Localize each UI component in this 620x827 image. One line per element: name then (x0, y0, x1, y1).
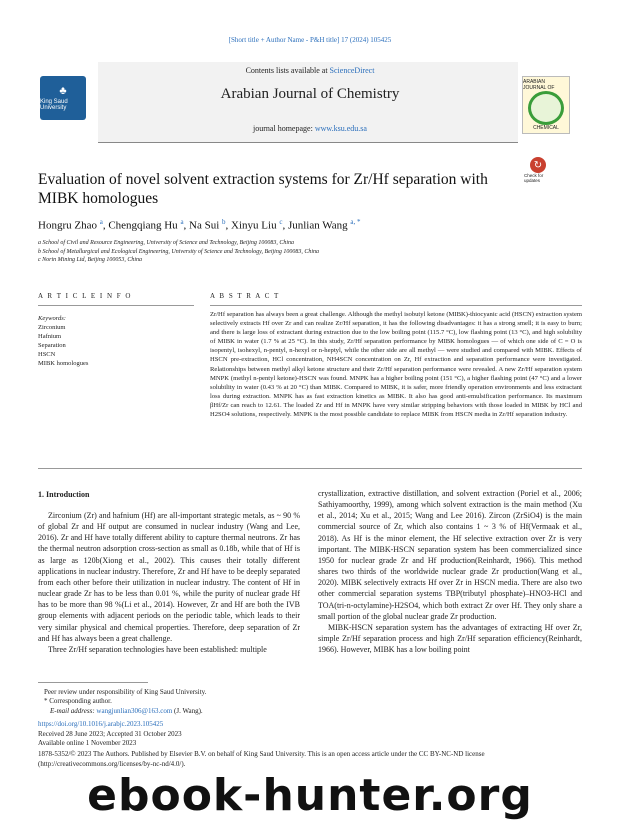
email-line (38, 707, 582, 716)
author-name[interactable]: Junlian Wang (287, 219, 348, 232)
section-heading: 1. Introduction (38, 490, 90, 499)
keyword: Hafnium (38, 333, 62, 340)
keyword: HSCN (38, 351, 56, 358)
affiliations (38, 239, 319, 265)
emblem-icon (528, 91, 564, 125)
keyword: Zirconium (38, 324, 66, 331)
abstract-text: Zr/Hf separation has always been a great challenge. Although the methyl isobutyl ketone (MIBK)-thiocyanic acid (HSCN) extraction system selectively extracts Hf over Zr and can realize Zr/Hf separation, it has the following disadvantages: it has a strong smell; it is easy to burn; and there is large loss of extractant during extraction due to the low boiling point (115.7 °C), low flashing point (13 °C), and high solubility of MIBK in water (1.7 % at 25 °C). In this study, Zr/Hf separation performance by MIBK homologues — of which one side of C = O is isopentyl, isohexyl, n-pentyl, n-hexyl or n-heptyl, while the other side are all methyl — were studied and compared with MIBK. Effects of HSCN pre-extraction, HCl concentration, NH4SCN concentration on Zr, Hf extraction and separation performance were investigated. Relationships between methyl alkyl ketone structure and their Zr/Hf separation performance were revealed. A new Zr/Hf separation system MNPK (methyl n-pentyl ketone)-HSCN was found. MNPK has a higher boiling point (151 °C), a higher flashing point (47 °C) and a lower solubility in water (0.43 % at 20 °C) than MIBK. Compared to MIBK, it is safer, more friendly operation environments and less extractant loss during extraction. MNPK has as fast extraction kinetics as MIBK. It also has good anti-emulsification performance. Its maximum βHf/Zr can reach to 12.61. The loaded Zr and Hf in MNPK have very similar stripping behaviors with those loaded in MIBK by HCl and H2SO4 solutions, respectively. MNPK is the most possible candidate to replace MIBK from HSCN media in Zr/Hf separation industry. (210, 311, 582, 419)
author-affil[interactable]: a (99, 218, 103, 226)
homepage-link[interactable]: www.ksu.edu.sa (314, 124, 367, 133)
author-affil[interactable]: a (180, 218, 184, 226)
watermark: ebook-hunter.org (87, 770, 533, 821)
contents-prefix: Contents lists available at (245, 66, 330, 75)
divider (210, 305, 582, 306)
doi-link[interactable]: https://doi.org/10.1016/j.arabjc.2023.105425 (38, 720, 164, 729)
affiliation: a School of Civil and Resource Engineering, University of Science and Technology, Beijing 100083, China (38, 240, 295, 246)
author-name[interactable]: Chengqiang Hu (108, 219, 178, 232)
author-list: Hongru Zhao $^a$, Chengqiang Hu $^a$, Na Sui $^b$, Xinyu Liu $^c$, Junlian Wang $^{a, *}$ (38, 218, 361, 232)
check-updates-icon: ↻ (530, 157, 546, 173)
keyword: Separation (38, 342, 66, 349)
article-info-heading: A R T I C L E I N F O (38, 292, 132, 300)
available-date: Available online 1 November 2023 (38, 739, 137, 748)
contents-line (0, 66, 620, 75)
right-logo-top: ARABIAN JOURNAL OF (523, 79, 555, 91)
paragraph: Zirconium (Zr) and hafnium (Hf) are all-important strategic metals, as ~ 90 % of global Zr and Hf output are consumed in nuclear industry (Wang and Lee, 2016). Zr and Hf have totally different ability to capture thermal neutrons. Zr has the thermal neutron adsorption cross-section as small as 0.18b, while that of Hf is as large as 120b(Xiong et al., 2002). This causes their totally different applications in nuclear industry. Therefore, Zr and Hf have to be deeply separated from each other before their utilization in nuclear industry. The content of Hf in nuclear grade Zr has to be less than 0.01 %, while the purity of nuclear grade Hf has to be more than 98 %(Li et al., 2014). However, Zr and Hf are both the IVB group elements with adjacent periods on the periodic table, which leads to their very similar physical and chemical properties. Therefore, deep separation of Zr and Hf has always been a great challenge. (38, 511, 300, 643)
divider (38, 305, 194, 306)
corresponding-author-note: * Corresponding author. (44, 697, 112, 706)
author-name[interactable]: Na Sui (189, 219, 220, 232)
paragraph: Three Zr/Hf separation technologies have been established: multiple (48, 644, 267, 654)
homepage-prefix: journal homepage: (253, 124, 315, 133)
footnotes (38, 688, 582, 769)
license-text: 1878-5352/© 2023 The Authors. Published by Elsevier B.V. on behalf of King Saud University. This is an open access article under the CC BY-NC-ND license (http://creativecommons.org/licenses/by-nc-nd/4.0/). (38, 750, 485, 768)
received-dates: Received 28 June 2023; Accepted 31 October 2023 (38, 729, 182, 738)
affiliation: c Norin Mining Ltd, Beijing 100053, China (38, 257, 143, 263)
right-column (318, 488, 582, 655)
author-affil[interactable]: b (222, 218, 226, 226)
running-title[interactable]: [Short title + Author Name - P&H title] 17 (2024) 105425 (228, 36, 392, 44)
sciencedirect-link[interactable]: ScienceDirect (329, 66, 375, 75)
author-affil[interactable]: c (279, 218, 283, 226)
divider (38, 468, 582, 469)
check-updates-label: Check for updates (524, 173, 544, 183)
abstract-heading: A B S T R A C T (210, 292, 280, 300)
keywords-label: Keywords: (38, 315, 66, 322)
affiliation: b School of Metallurgical and Ecological Engineering, University of Science and Technology, Beijing 100083, China (38, 248, 320, 255)
email-link[interactable]: wangjunlian306@163.com (96, 706, 173, 715)
peer-review-note: Peer review under responsibility of King Saud University. (44, 688, 207, 696)
author-name[interactable]: Xinyu Liu (231, 219, 277, 232)
right-logo-bottom: CHEMICAL (533, 125, 559, 131)
check-for-updates-badge[interactable] (524, 157, 552, 185)
journal-cover-logo (522, 76, 570, 134)
king-saud-university-logo (40, 76, 86, 120)
keywords-block (38, 314, 188, 368)
paragraph: crystallization, extractive distillation, and solvent extraction (Poriel et al., 2006; Sathiyamoorthy, 1999), among which solvent extraction is the main method (Xu et al., 2014; Xu et al., 2015; Wang and Lee 2016). Zircon (ZrSiO4) is the main commercial source of Zr, which also contains 1 ~ 3 % of Hf(Vermaak et al., 2018). As Hf is the minor element, the Hf selective extraction over Zr is very important. The MIBK-HSCN separation system has been commercialized since 1950 for nuclear grade Zr and Hf production(Reinhardt, 1966). This method shares two thirds of the worldwide nuclear grade Zr production(Wang et al., 2020). MIBK selectively extracts Hf over Zr in HSCN media. There are also two other commercial separation systems TBP(tributyl phosphate)–HNO3-HCl and TOA(tri-n-octylamine)-H2SO4, which both extract Zr over Hf. They only share a small portion of the global nuclear grade Zr production. (318, 489, 582, 621)
author-affil[interactable]: a, * (350, 218, 361, 226)
paragraph: MIBK-HSCN separation system has the advantages of extracting Hf over Zr, simple Zr/Hf separation process and high Zr/Hf separation efficiency(Reinhardt, 1966). However, MIBK has a low boiling point (318, 622, 582, 655)
palm-icon: ♣ (59, 85, 67, 97)
left-column (38, 510, 300, 655)
left-logo-text: King Saud University (40, 99, 68, 111)
email-suffix: (J. Wang). (172, 706, 203, 715)
keyword: MIBK homologues (38, 360, 89, 367)
paper-title: Evaluation of novel solvent extraction systems for Zr/Hf separation with MIBK homologues (38, 171, 488, 207)
email-label: E-mail address: (50, 706, 97, 715)
journal-title: Arabian Journal of Chemistry (220, 86, 400, 102)
footnote-divider (38, 682, 148, 683)
author-name[interactable]: Hongru Zhao (38, 219, 97, 232)
